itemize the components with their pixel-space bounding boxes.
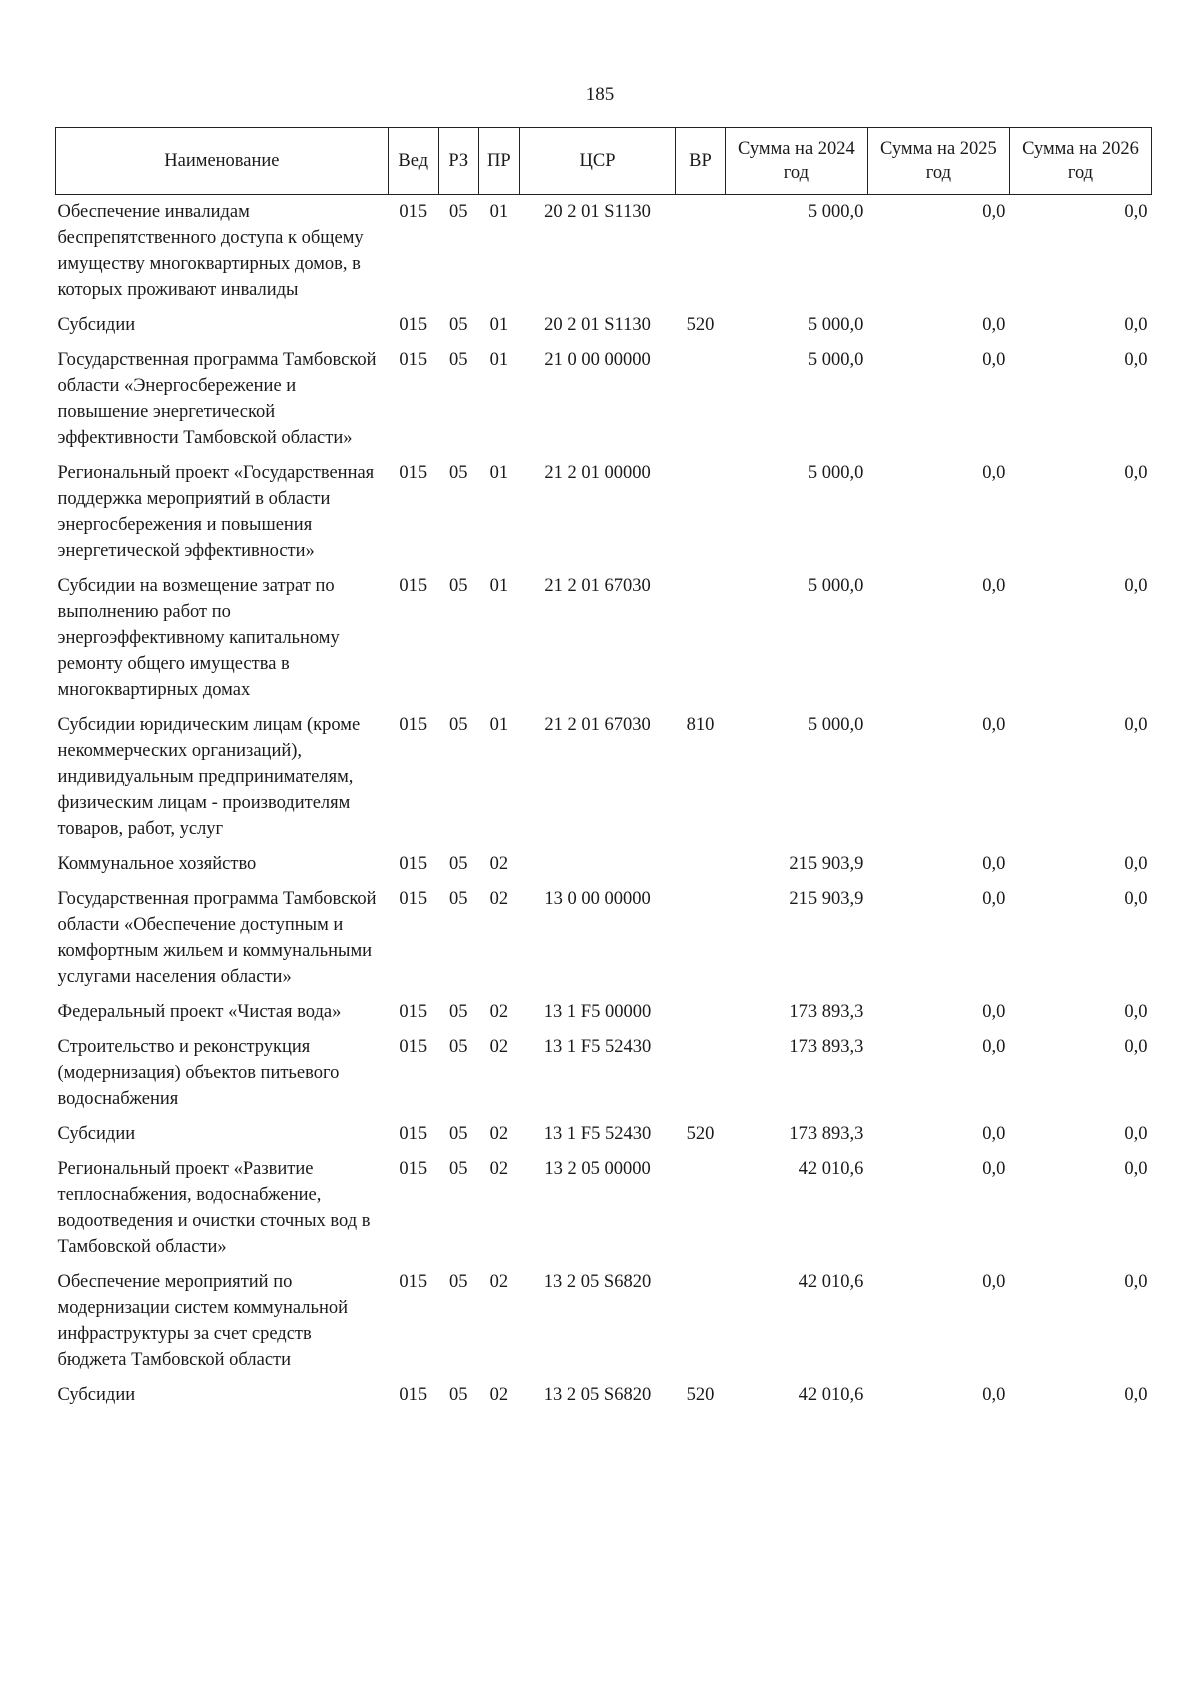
cell-rz: 05	[448, 463, 468, 483]
cell-sum2024: 215 903,9	[789, 854, 864, 874]
cell-csr: 13 2 05 S6820	[543, 1385, 652, 1405]
cell-pr: 02	[489, 1124, 509, 1144]
header-sum-2025: Сумма на 2025 год	[867, 128, 1009, 195]
cell-vr	[676, 456, 726, 569]
cell-sum2025: 0,0	[982, 315, 1006, 335]
cell-sum2024: 173 893,3	[789, 1124, 864, 1144]
cell-pr: 02	[489, 854, 509, 874]
cell-name: Федеральный проект «Чистая вода»	[57, 1002, 342, 1022]
cell-csr	[519, 847, 675, 882]
cell-sum2025: 0,0	[982, 1002, 1006, 1022]
table-row	[56, 308, 1152, 343]
cell-sum2026: 0,0	[1124, 854, 1148, 874]
cell-vr	[676, 195, 726, 309]
cell-pr: 01	[489, 202, 509, 222]
cell-sum2025: 0,0	[982, 1124, 1006, 1144]
cell-pr: 02	[489, 1037, 509, 1057]
table-row	[56, 1265, 1152, 1378]
cell-vr	[676, 1030, 726, 1117]
cell-vr	[676, 1265, 726, 1378]
cell-rz: 05	[448, 1124, 468, 1144]
cell-rz: 05	[448, 1037, 468, 1057]
header-vr: ВР	[676, 128, 726, 195]
cell-sum2024: 42 010,6	[798, 1385, 864, 1405]
cell-sum2026: 0,0	[1124, 1272, 1148, 1292]
cell-rz: 05	[448, 1159, 468, 1179]
cell-csr: 13 1 F5 52430	[543, 1124, 652, 1144]
cell-sum2025: 0,0	[982, 576, 1006, 596]
cell-ved: 015	[399, 1272, 428, 1292]
cell-vr: 520	[686, 1124, 715, 1144]
cell-vr	[676, 343, 726, 456]
cell-csr: 13 2 05 00000	[544, 1159, 651, 1179]
cell-sum2025: 0,0	[982, 1037, 1006, 1057]
cell-name: Субсидии на возмещение затрат по выполнению работ по энергоэффективному капитальному ремонту общего имущества в многоквартирных домах	[57, 576, 340, 700]
cell-sum2026: 0,0	[1124, 1037, 1148, 1057]
cell-pr: 02	[489, 1002, 509, 1022]
cell-vr	[676, 847, 726, 882]
header-ved: Вед	[388, 128, 438, 195]
header-pr: ПР	[478, 128, 519, 195]
cell-vr: 520	[686, 315, 715, 335]
cell-csr: 21 2 01 67030	[544, 576, 651, 596]
cell-sum2024: 5 000,0	[807, 576, 864, 596]
cell-csr: 13 2 05 S6820	[543, 1272, 652, 1292]
cell-sum2024: 5 000,0	[807, 715, 864, 735]
cell-sum2025: 0,0	[982, 1385, 1006, 1405]
cell-pr: 02	[489, 1159, 509, 1179]
table-row	[56, 195, 1152, 309]
cell-sum2026: 0,0	[1124, 715, 1148, 735]
cell-rz: 05	[448, 202, 468, 222]
cell-sum2026: 0,0	[1124, 1385, 1148, 1405]
cell-sum2025: 0,0	[982, 854, 1006, 874]
cell-csr: 13 0 00 00000	[544, 889, 651, 909]
cell-sum2024: 5 000,0	[807, 202, 864, 222]
cell-rz: 05	[448, 715, 468, 735]
cell-name: Обеспечение мероприятий по модернизации систем коммунальной инфраструктуры за счет средств бюджета Тамбовской области	[57, 1272, 348, 1370]
cell-pr: 01	[489, 350, 509, 370]
cell-ved: 015	[399, 1124, 428, 1144]
cell-rz: 05	[448, 1385, 468, 1405]
table-row	[56, 456, 1152, 569]
cell-sum2025: 0,0	[982, 202, 1006, 222]
table-row	[56, 569, 1152, 708]
cell-sum2024: 173 893,3	[789, 1002, 864, 1022]
cell-sum2025: 0,0	[982, 1159, 1006, 1179]
cell-sum2024: 5 000,0	[807, 463, 864, 483]
table-header	[56, 128, 1152, 195]
cell-csr: 21 2 01 00000	[544, 463, 651, 483]
cell-csr: 13 1 F5 00000	[543, 1002, 652, 1022]
cell-ved: 015	[399, 1159, 428, 1179]
cell-pr: 02	[489, 1385, 509, 1405]
cell-sum2024: 5 000,0	[807, 350, 864, 370]
table-row	[56, 1378, 1152, 1413]
table-row	[56, 708, 1152, 847]
cell-vr	[676, 569, 726, 708]
cell-rz: 05	[448, 576, 468, 596]
cell-ved: 015	[399, 576, 428, 596]
table-row	[56, 343, 1152, 456]
cell-pr: 02	[489, 889, 509, 909]
cell-sum2026: 0,0	[1124, 202, 1148, 222]
cell-sum2026: 0,0	[1124, 1002, 1148, 1022]
cell-sum2026: 0,0	[1124, 350, 1148, 370]
cell-sum2025: 0,0	[982, 463, 1006, 483]
cell-ved: 015	[399, 1037, 428, 1057]
cell-ved: 015	[399, 889, 428, 909]
cell-ved: 015	[399, 1385, 428, 1405]
cell-pr: 01	[489, 315, 509, 335]
cell-ved: 015	[399, 202, 428, 222]
table-row	[56, 995, 1152, 1030]
cell-ved: 015	[399, 854, 428, 874]
cell-name: Государственная программа Тамбовской области «Энергосбережение и повышение энергетической эффективности Тамбовской области»	[57, 350, 377, 448]
cell-sum2024: 42 010,6	[798, 1159, 864, 1179]
cell-name: Обеспечение инвалидам беспрепятственного доступа к общему имуществу многоквартирных домов, в которых проживают инвалиды	[57, 202, 364, 300]
cell-name: Коммунальное хозяйство	[57, 854, 257, 874]
cell-rz: 05	[448, 1272, 468, 1292]
cell-name: Государственная программа Тамбовской области «Обеспечение доступным и комфортным жильем и коммунальными услугами населения области»	[57, 889, 377, 987]
cell-pr: 01	[489, 576, 509, 596]
cell-sum2026: 0,0	[1124, 315, 1148, 335]
cell-sum2024: 5 000,0	[807, 315, 864, 335]
cell-sum2024: 42 010,6	[798, 1272, 864, 1292]
cell-rz: 05	[448, 1002, 468, 1022]
cell-ved: 015	[399, 1002, 428, 1022]
cell-rz: 05	[448, 854, 468, 874]
table-row	[56, 882, 1152, 995]
cell-csr: 20 2 01 S1130	[544, 315, 651, 335]
cell-sum2026: 0,0	[1124, 463, 1148, 483]
cell-pr: 02	[489, 1272, 509, 1292]
cell-ved: 015	[399, 463, 428, 483]
cell-vr	[676, 882, 726, 995]
cell-sum2025: 0,0	[982, 889, 1006, 909]
cell-vr	[676, 995, 726, 1030]
table-body	[56, 195, 1152, 1414]
header-csr: ЦСР	[519, 128, 675, 195]
cell-rz: 05	[448, 315, 468, 335]
cell-vr: 520	[686, 1385, 715, 1405]
cell-sum2024: 215 903,9	[789, 889, 864, 909]
cell-vr	[676, 1152, 726, 1265]
cell-sum2026: 0,0	[1124, 576, 1148, 596]
cell-rz: 05	[448, 350, 468, 370]
cell-name: Региональный проект «Государственная поддержка мероприятий в области энергосбережения и повышения энергетической эффективности»	[57, 463, 375, 561]
cell-name: Субсидии	[57, 315, 136, 335]
header-sum-2026: Сумма на 2026 год	[1009, 128, 1151, 195]
header-rz: РЗ	[438, 128, 478, 195]
cell-sum2025: 0,0	[982, 715, 1006, 735]
header-name: Наименование	[56, 128, 389, 195]
table-row	[56, 1152, 1152, 1265]
cell-sum2025: 0,0	[982, 1272, 1006, 1292]
cell-name: Строительство и реконструкция (модернизация) объектов питьевого водоснабжения	[57, 1037, 340, 1109]
cell-sum2026: 0,0	[1124, 1159, 1148, 1179]
cell-sum2026: 0,0	[1124, 1124, 1148, 1144]
cell-name: Субсидии	[57, 1124, 136, 1144]
table-row	[56, 1117, 1152, 1152]
page-number: 185	[585, 84, 615, 105]
cell-name: Субсидии юридическим лицам (кроме некоммерческих организаций), индивидуальным предпринимателям, физическим лицам - производителям товаров, работ, услуг	[57, 715, 361, 839]
header-sum-2024: Сумма на 2024 год	[725, 128, 867, 195]
cell-vr: 810	[686, 715, 715, 735]
cell-pr: 01	[489, 715, 509, 735]
cell-sum2025: 0,0	[982, 350, 1006, 370]
table-row	[56, 847, 1152, 882]
cell-csr: 21 0 00 00000	[544, 350, 651, 370]
cell-rz: 05	[448, 889, 468, 909]
budget-table	[55, 127, 1152, 1413]
cell-sum2024: 173 893,3	[789, 1037, 864, 1057]
cell-ved: 015	[399, 350, 428, 370]
cell-csr: 13 1 F5 52430	[543, 1037, 652, 1057]
cell-name: Региональный проект «Развитие теплоснабжения, водоснабжение, водоотведения и очистки сточных вод в Тамбовской области»	[57, 1159, 371, 1257]
cell-pr: 01	[489, 463, 509, 483]
cell-ved: 015	[399, 715, 428, 735]
cell-csr: 20 2 01 S1130	[544, 202, 651, 222]
cell-sum2026: 0,0	[1124, 889, 1148, 909]
table-row	[56, 1030, 1152, 1117]
cell-ved: 015	[399, 315, 428, 335]
cell-csr: 21 2 01 67030	[544, 715, 651, 735]
cell-name: Субсидии	[57, 1385, 136, 1405]
